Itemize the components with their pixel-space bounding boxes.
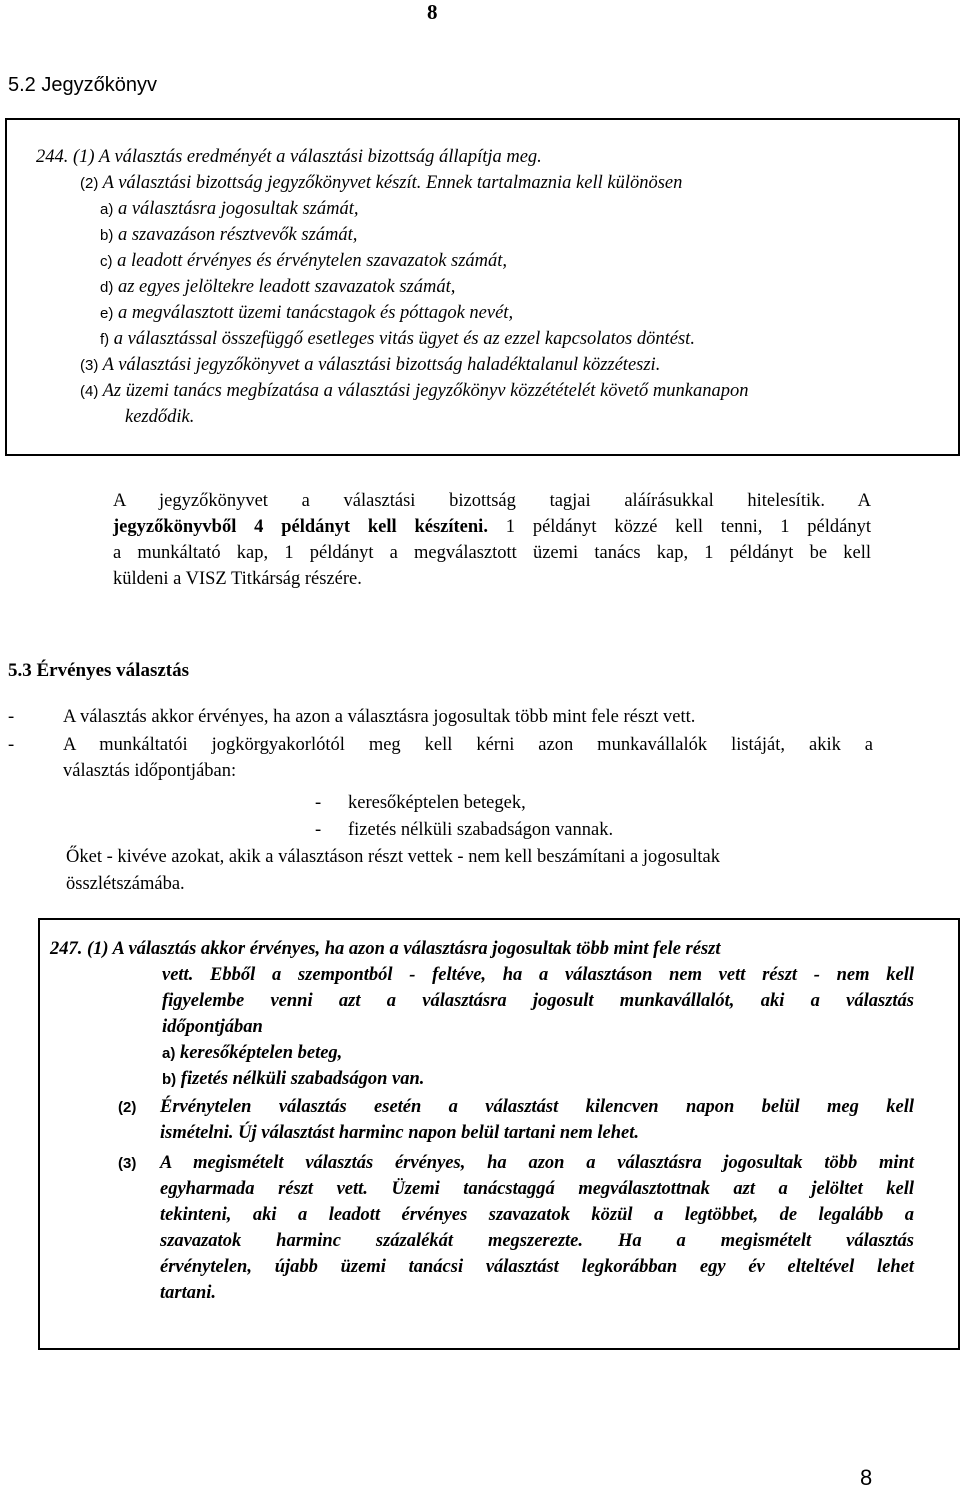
sub-dash: - [315, 793, 322, 813]
item-tag: d) [100, 279, 114, 296]
law-text: Az üzemi tanács megbízatása a választási jegyzőkönyv közzétételét követő munkanapon [98, 381, 749, 401]
item-text: keresőképtelen beteg, [175, 1043, 343, 1063]
item-tag: e) [100, 305, 114, 322]
bullet-dash: - [8, 735, 15, 755]
law-247-item-b [162, 1066, 424, 1093]
para-tag: (2) [118, 1099, 137, 1116]
law-line: Érvénytelen választás esetén a választást kilencven napon belül meg kell [160, 1097, 914, 1117]
item-text: a választásra jogosultak számát, [113, 199, 359, 219]
item-tag: a) [162, 1045, 176, 1062]
note-line-2: összlétszámába. [66, 874, 185, 894]
bullet-1: A választás akkor érvényes, ha azon a választásra jogosultak több mint fele részt vett. [63, 707, 696, 727]
law-line: tartani. [160, 1283, 217, 1303]
law-244-item-c [100, 248, 507, 275]
law-247-p2-tag [118, 1094, 136, 1121]
item-text: a leadott érvényes és érvénytelen szavazatok számát, [112, 251, 508, 271]
law-text: A választási jegyzőkönyvet a választási bizottság haladéktalanul közzéteszi. [98, 355, 661, 375]
paragraph-line: a munkáltató kap, 1 példányt a megválasztott üzemi tanács kap, 1 példányt be kell [113, 543, 871, 563]
law-244-p4-cont: kezdődik. [125, 407, 195, 427]
law-247-p1-cont [162, 962, 914, 1040]
law-247-line1: 247. (1) A választás akkor érvényes, ha azon a választásra jogosultak több mint fele részt [50, 939, 721, 959]
bullet-line: A munkáltatói jogkörgyakorlótól meg kell kérni azon munkavállalók listáját, akik a [63, 735, 873, 755]
text: 1 példányt közzé kell tenni, 1 példányt [487, 517, 871, 537]
law-244-p4 [80, 378, 748, 405]
paragraph-line [113, 514, 871, 540]
law-line: figyelembe venni azt a választásra jogosult munkavállalót, aki a választás [162, 991, 914, 1011]
jegyzokonyv-paragraph [113, 488, 871, 592]
para-tag: (4) [80, 383, 99, 400]
section-title-jegyzokonyv: 5.2 Jegyzőkönyv [8, 74, 157, 96]
item-tag: a) [100, 201, 114, 218]
paragraph-line: küldeni a VISZ Titkárság részére. [113, 569, 362, 589]
sub-dash: - [315, 820, 322, 840]
sub-item-1: keresőképtelen betegek, [348, 793, 526, 813]
law-line: ismételni. Új választást harminc napon belül tartani nem lehet. [160, 1123, 640, 1143]
bullet-dash: - [8, 707, 15, 727]
law-244-item-f [100, 326, 695, 353]
item-text: a szavazáson résztvevők számát, [113, 225, 358, 245]
law-244-item-b [100, 222, 357, 249]
law-line: egyharmada részt vett. Üzemi tanácstaggá megválasztottnak azt a jelöltet kell [160, 1179, 914, 1199]
law-line: érvénytelen, újabb üzemi tanácsi választást legkorábban egy év elteltével lehet [160, 1257, 914, 1277]
law-line: szavazatok harminc százalékát megszerezte. Ha a megismételt választás [160, 1231, 914, 1251]
law-line: vett. Ebből a szempontból - feltéve, ha a választáson nem vett részt - nem kell [162, 965, 914, 985]
para-tag: (3) [118, 1155, 137, 1172]
law-244-line1: 244. (1) A választás eredményét a választási bizottság állapítja meg. [36, 147, 542, 167]
item-tag: b) [162, 1071, 177, 1088]
item-text: a választással összefüggő esetleges vitás ügyet és az ezzel kapcsolatos döntést. [109, 329, 695, 349]
item-tag: f) [100, 331, 110, 348]
bullet-2 [63, 732, 873, 784]
bullet-line: választás időpontjában: [63, 761, 237, 781]
section-title-ervenyes: 5.3 Érvényes választás [8, 660, 190, 681]
page-number-top: 8 [427, 0, 438, 24]
law-line: időpontjában [162, 1017, 263, 1037]
para-tag: (3) [80, 357, 99, 374]
bold-text: jegyzőkönyvből 4 példányt kell készíteni. [113, 517, 488, 537]
law-247-p2 [160, 1094, 914, 1146]
item-text: fizetés nélküli szabadságon van. [176, 1069, 425, 1089]
sub-item-2: fizetés nélküli szabadságon vannak. [348, 820, 614, 840]
law-247-p3 [160, 1150, 914, 1306]
item-text: az egyes jelöltekre leadott szavazatok számát, [113, 277, 456, 297]
law-line: tekinteni, aki a leadott érvényes szavazatok közül a legtöbbet, de legalább a [160, 1205, 914, 1225]
paragraph-line: A jegyzőkönyvet a választási bizottság tagjai aláírásukkal hitelesítik. A [113, 491, 871, 511]
law-244-p3 [80, 352, 660, 379]
note-line-1: Őket - kivéve azokat, akik a választáson részt vettek - nem kell beszámítani a jogosultak [66, 847, 720, 867]
law-text: A választási bizottság jegyzőkönyvet készít. Ennek tartalmaznia kell különösen [98, 173, 683, 193]
law-244-line2 [80, 170, 682, 197]
page-number-bottom: 8 [860, 1465, 873, 1490]
item-tag: b) [100, 227, 114, 244]
law-244-item-a [100, 196, 359, 223]
para-tag: (2) [80, 175, 99, 192]
law-line: A megismételt választás érvényes, ha azon a választásra jogosultak több mint [160, 1153, 914, 1173]
law-244-item-d [100, 274, 455, 301]
item-text: a megválasztott üzemi tanácstagok és póttagok nevét, [113, 303, 514, 323]
law-247-item-a [162, 1040, 342, 1067]
item-tag: c) [100, 253, 113, 270]
law-244-item-e [100, 300, 513, 327]
law-247-p3-tag [118, 1150, 136, 1177]
